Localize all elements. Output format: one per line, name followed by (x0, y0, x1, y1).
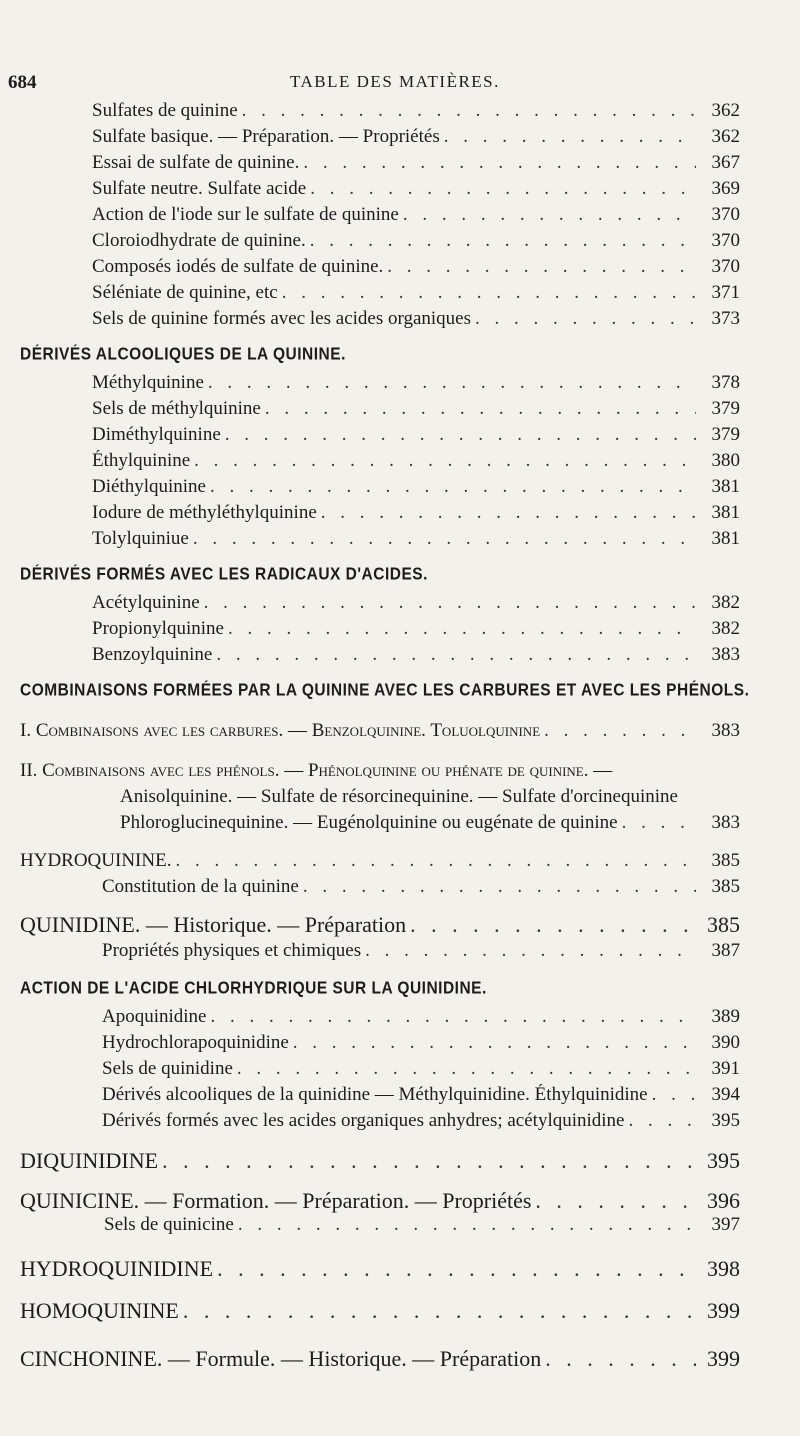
toc-entry-label: QUINIDINE. — Historique. — Préparation (20, 912, 407, 937)
toc-entry[interactable] (92, 204, 740, 226)
leader-dots (217, 1256, 696, 1282)
toc-entry-page: 378 (711, 372, 740, 393)
toc-entry-label: Dérivés alcooliques de la quinidine — Méthylquinidine. Éthylquinidine (102, 1084, 648, 1105)
page-number: 684 (8, 72, 37, 93)
toc-entry-page: 383 (711, 812, 740, 833)
toc-entry-label: Séléniate de quinine, etc (92, 282, 278, 303)
toc-entry-page: 370 (711, 204, 740, 225)
toc-entry-page: 398 (707, 1256, 740, 1281)
toc-entry-label: Action de l'iode sur le sulfate de quinine (92, 204, 399, 225)
leader-dots (475, 308, 696, 330)
toc-entry-continued: Anisolquinine. — Sulfate de résorcinequinine. — Sulfate d'orcinequinine (120, 786, 678, 807)
toc-entry[interactable] (92, 528, 740, 550)
toc-entry[interactable] (92, 230, 740, 252)
toc-entry-label: Éthylquinine (92, 450, 191, 471)
toc-entry-continued: II. Combinaisons avec les phénols. — Phénolquinine ou phénate de quinine. — (20, 760, 613, 781)
toc-entry-label: HYDROQUININE. (20, 850, 172, 871)
toc-entry[interactable] (102, 1058, 740, 1080)
toc-entry[interactable] (92, 592, 740, 614)
toc-entry-page: 379 (711, 424, 740, 445)
toc-entry[interactable] (92, 178, 740, 200)
toc-entry-page: 362 (711, 100, 740, 121)
toc-entry-page: 362 (711, 126, 740, 147)
toc-entry-page: 389 (711, 1006, 740, 1027)
toc-entry-page: 390 (711, 1032, 740, 1053)
toc-entry[interactable] (92, 100, 740, 122)
leader-dots (183, 1298, 696, 1324)
leader-dots (211, 1006, 697, 1028)
toc-entry[interactable] (92, 308, 740, 330)
toc-entry[interactable] (92, 256, 740, 278)
toc-entry-label: QUINICINE. — Formation. — Préparation. — Propriétés (20, 1188, 532, 1213)
leader-dots (225, 424, 696, 446)
toc-entry-page: 367 (711, 152, 740, 173)
toc-entry-page: 383 (711, 644, 740, 665)
toc-entry-label: HOMOQUININE (20, 1298, 179, 1323)
section-heading: DÉRIVÉS ALCOOLIQUES DE LA QUININE. (20, 344, 346, 365)
toc-entry-label: Sulfate basique. — Préparation. — Propriétés (92, 126, 440, 147)
toc-entry[interactable] (20, 1188, 740, 1214)
toc-entry-page: 385 (707, 912, 740, 937)
leader-dots (387, 256, 696, 278)
leader-dots (622, 812, 696, 834)
toc-entry-page: 380 (711, 450, 740, 471)
toc-entry-label: Cloroiodhydrate de quinine. (92, 230, 306, 251)
toc-entry-label: Phloroglucinequinine. — Eugénolquinine ou eugénate de quinine (120, 812, 618, 833)
toc-entry[interactable] (20, 1256, 740, 1282)
toc-entry-label: Composés iodés de sulfate de quinine. (92, 256, 384, 277)
toc-entry-label: Méthylquinine (92, 372, 204, 393)
leader-dots (238, 1214, 696, 1236)
toc-entry[interactable] (92, 152, 740, 174)
toc-entry[interactable] (20, 850, 740, 872)
toc-entry-label: Propriétés physiques et chimiques (102, 940, 362, 961)
leader-dots (310, 178, 696, 200)
toc-entry-page: 397 (711, 1214, 740, 1235)
toc-entry-page: 381 (711, 502, 740, 523)
leader-dots (410, 912, 696, 938)
leader-dots (193, 528, 696, 550)
leader-dots (228, 618, 696, 640)
toc-entry-page: 395 (707, 1148, 740, 1173)
toc-entry-page: 370 (711, 256, 740, 277)
leader-dots (403, 204, 696, 226)
toc-entry[interactable] (20, 912, 740, 938)
toc-entry[interactable] (102, 1084, 740, 1106)
toc-entry-page: 394 (711, 1084, 740, 1105)
toc-entry-label: Sels de quinine formés avec les acides organiques (92, 308, 472, 329)
toc-entry-page: 373 (711, 308, 740, 329)
toc-entry-page: 371 (711, 282, 740, 303)
toc-entry[interactable] (102, 1110, 740, 1132)
toc-entry-page: 381 (711, 528, 740, 549)
leader-dots (194, 450, 696, 472)
toc-entry[interactable] (102, 1006, 740, 1028)
toc-entry[interactable] (92, 282, 740, 304)
leader-dots (444, 126, 696, 148)
toc-entry-page: 399 (707, 1346, 740, 1371)
toc-entry[interactable] (120, 812, 740, 834)
leader-dots (535, 1188, 696, 1214)
toc-entry-label: Hydrochlorapoquinidine (102, 1032, 289, 1053)
leader-dots (237, 1058, 696, 1080)
leader-dots (175, 850, 696, 872)
leader-dots (293, 1032, 696, 1054)
toc-entry-label: Diméthylquinine (92, 424, 221, 445)
leader-dots (303, 876, 696, 898)
leader-dots (652, 1084, 696, 1106)
toc-entry[interactable] (102, 876, 740, 898)
toc-entry[interactable] (20, 720, 740, 742)
leader-dots (544, 720, 696, 742)
section-heading: ACTION DE L'ACIDE CHLORHYDRIQUE SUR LA QUINIDINE. (20, 978, 487, 999)
toc-entry[interactable] (20, 1148, 740, 1174)
toc-entry-page: 369 (711, 178, 740, 199)
toc-entry-label: Sulfates de quinine (92, 100, 238, 121)
toc-entry[interactable] (102, 1032, 740, 1054)
toc-entry[interactable] (92, 126, 740, 148)
toc-entry-label: Iodure de méthyléthylquinine (92, 502, 317, 523)
leader-dots (210, 476, 696, 498)
toc-entry-label: DIQUINIDINE (20, 1148, 159, 1173)
toc-entry[interactable] (20, 1346, 740, 1372)
toc-entry-page: 370 (711, 230, 740, 251)
toc-entry-label: HYDROQUINIDINE (20, 1256, 214, 1281)
leader-dots (303, 152, 696, 174)
toc-entry-label: Propionylquinine (92, 618, 224, 639)
leader-dots (365, 940, 696, 962)
leader-dots (208, 372, 696, 394)
leader-dots (216, 644, 696, 666)
toc-entry-label: Sels de méthylquinine (92, 398, 261, 419)
leader-dots (162, 1148, 696, 1174)
toc-entry-label: CINCHONINE. — Formule. — Historique. — Préparation (20, 1346, 542, 1371)
toc-entry[interactable] (92, 398, 740, 420)
toc-entry[interactable] (92, 476, 740, 498)
leader-dots (282, 282, 696, 304)
toc-entry-page: 383 (711, 720, 740, 741)
toc-entry-label: Essai de sulfate de quinine. (92, 152, 300, 173)
toc-entry-label: Sulfate neutre. Sulfate acide (92, 178, 307, 199)
toc-entry[interactable] (102, 940, 740, 962)
toc-entry-label: Apoquinidine (102, 1006, 207, 1027)
toc-entry-page: 387 (711, 940, 740, 961)
toc-entry[interactable] (92, 502, 740, 524)
toc-entry-page: 385 (711, 876, 740, 897)
leader-dots (310, 230, 696, 252)
toc-entry[interactable] (92, 644, 740, 666)
toc-entry-page: 381 (711, 476, 740, 497)
toc-entry-page: 382 (711, 618, 740, 639)
toc-entry-label: Benzoylquinine (92, 644, 213, 665)
leader-dots (321, 502, 696, 524)
toc-entry-page: 399 (707, 1298, 740, 1323)
toc-entry-page: 382 (711, 592, 740, 613)
section-heading: DÉRIVÉS FORMÉS AVEC LES RADICAUX D'ACIDES. (20, 564, 428, 585)
toc-entry-label: Constitution de la quinine (102, 876, 299, 897)
toc-entry-label: Diéthylquinine (92, 476, 206, 497)
toc-entry-page: 396 (707, 1188, 740, 1213)
toc-entry-label: I. Combinaisons avec les carbures. — Benzolquinine. Toluolquinine (20, 720, 541, 741)
toc-entry[interactable] (92, 424, 740, 446)
toc-entry-label: Dérivés formés avec les acides organiques anhydres; acétylquinidine (102, 1110, 625, 1131)
leader-dots (545, 1346, 696, 1372)
toc-entry[interactable] (92, 618, 740, 640)
toc-entry-label: Sels de quinicine (104, 1214, 234, 1235)
toc-entry[interactable] (20, 1298, 740, 1324)
leader-dots (629, 1110, 697, 1132)
toc-entry[interactable] (92, 372, 740, 394)
toc-entry-page: 379 (711, 398, 740, 419)
toc-entry-label: Acétylquinine (92, 592, 200, 613)
leader-dots (265, 398, 696, 420)
running-head: TABLE DES MATIÈRES. (290, 72, 500, 91)
toc-entry-page: 395 (711, 1110, 740, 1131)
toc-entry-page: 391 (711, 1058, 740, 1079)
toc-entry-label: Sels de quinidine (102, 1058, 233, 1079)
leader-dots (204, 592, 696, 614)
toc-entry[interactable] (104, 1214, 740, 1236)
toc-entry[interactable] (92, 450, 740, 472)
section-heading: COMBINAISONS FORMÉES PAR LA QUININE AVEC LES CARBURES ET AVEC LES PHÉNOLS. (20, 680, 750, 701)
toc-entry-page: 385 (711, 850, 740, 871)
leader-dots (242, 100, 696, 122)
toc-entry-label: Tolylquiniue (92, 528, 189, 549)
